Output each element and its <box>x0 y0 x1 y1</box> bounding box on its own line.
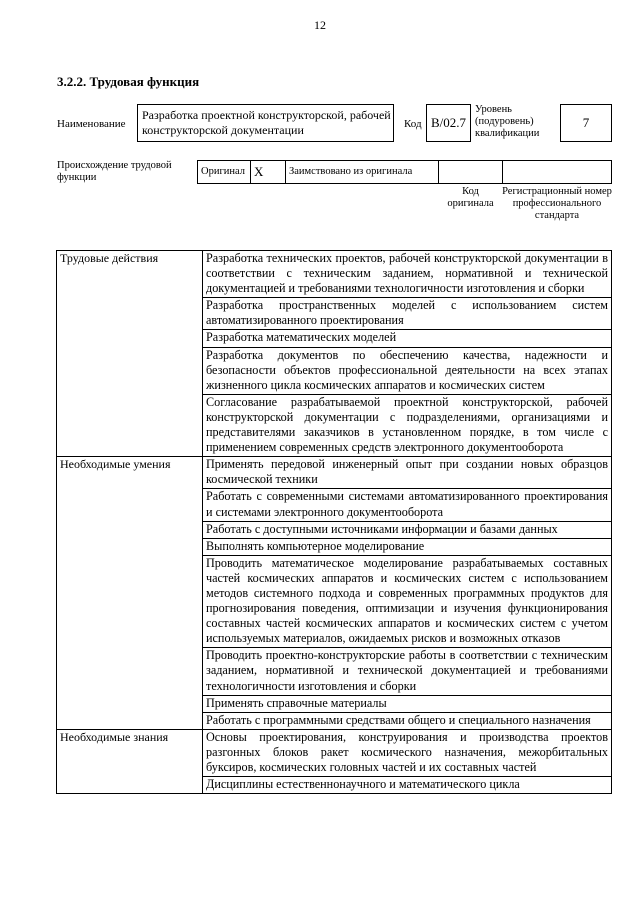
table-row <box>57 457 612 489</box>
section-item: Проводить проектно-конструкторские работы в соответствии с техническим заданием, нормативной и технической документацией и требованиями технологичности изготовления и сборки <box>203 648 612 695</box>
section-item: Работать с доступными источниками информации и базами данных <box>203 521 612 538</box>
original-code-cell <box>438 160 503 184</box>
function-table <box>56 250 612 794</box>
section-item: Разработка пространственных моделей с использованием систем автоматизированного проектирования <box>203 298 612 330</box>
section-heading: Трудовые действия <box>57 251 203 457</box>
reg-caption: Регистрационный номер профессионального стандарта <box>502 186 612 221</box>
section-item: Разработка технических проектов, рабочей конструкторской документации в соответствии с техническим заданием, нормативной и технической документацией и требованиями технологичности изготовления и сборки <box>203 251 612 298</box>
level-label: Уровень (подуровень) квалификации <box>475 104 540 139</box>
code-caption: Код оригинала <box>447 186 494 209</box>
function-name-box <box>137 104 394 142</box>
section-item: Основы проектирования, конструирования и производства проектов разгонных блоков ракет космического назначения, межорбитальных буксиров, космических головных частей и их составных частей <box>203 729 612 776</box>
original-mark: X <box>250 160 286 184</box>
code-value: B/02.7 <box>430 115 467 130</box>
section-heading: Необходимые знания <box>57 729 203 793</box>
original-label: Оригинал <box>197 160 251 184</box>
section-title: 3.2.2. Трудовая функция <box>57 74 200 89</box>
section-item: Дисциплины естественнонаучного и математического цикла <box>203 777 612 794</box>
section-item: Разработка документов по обеспечению качества, надежности и безопасности объектов профессиональной деятельности на всех этапах жизненного цикла космических аппаратов и космических систем <box>203 347 612 394</box>
level-box <box>560 104 612 142</box>
section-item: Применять передовой инженерный опыт при создании новых образцов космической техники <box>203 457 612 489</box>
section-item: Работать с современными системами автоматизированного проектирования и системами электронного документооборота <box>203 489 612 521</box>
section-item: Согласование разрабатываемой проектной конструкторской, рабочей конструкторской документации с подразделениями, организациями и представителями заказчиков в установленном порядке, в том числе с применением современных средств электронного документооборота <box>203 394 612 456</box>
section-heading: Необходимые умения <box>57 457 203 730</box>
page-number: 12 <box>314 18 326 32</box>
section-item: Разработка математических моделей <box>203 330 612 347</box>
table-row <box>57 729 612 776</box>
origin-label: Происхождение трудовой функции <box>57 160 172 183</box>
function-name: Разработка проектной конструкторской, рабочей конструкторской документации <box>142 108 391 137</box>
code-label: Код <box>404 118 422 130</box>
section-item: Выполнять компьютерное моделирование <box>203 538 612 555</box>
section-item: Работать с программными средствами общего и специального назначения <box>203 712 612 729</box>
borrowed-label: Заимствовано из оригинала <box>285 160 439 184</box>
code-box <box>426 104 471 142</box>
reg-number-cell <box>502 160 612 184</box>
table-row <box>57 251 612 298</box>
section-item: Применять справочные материалы <box>203 695 612 712</box>
section-item: Проводить математическое моделирование разрабатываемых составных частей космических аппаратов и космических систем с использованием методов системного подхода и современных программных продуктов для прогнозирования поведения, оптимизации и изучения функционирования составных частей космических аппаратов и космических систем с учетом используемых материалов, ожидаемых рисков и возможных отказов <box>203 555 612 648</box>
name-label: Наименование <box>57 118 126 130</box>
level-value: 7 <box>582 115 590 130</box>
